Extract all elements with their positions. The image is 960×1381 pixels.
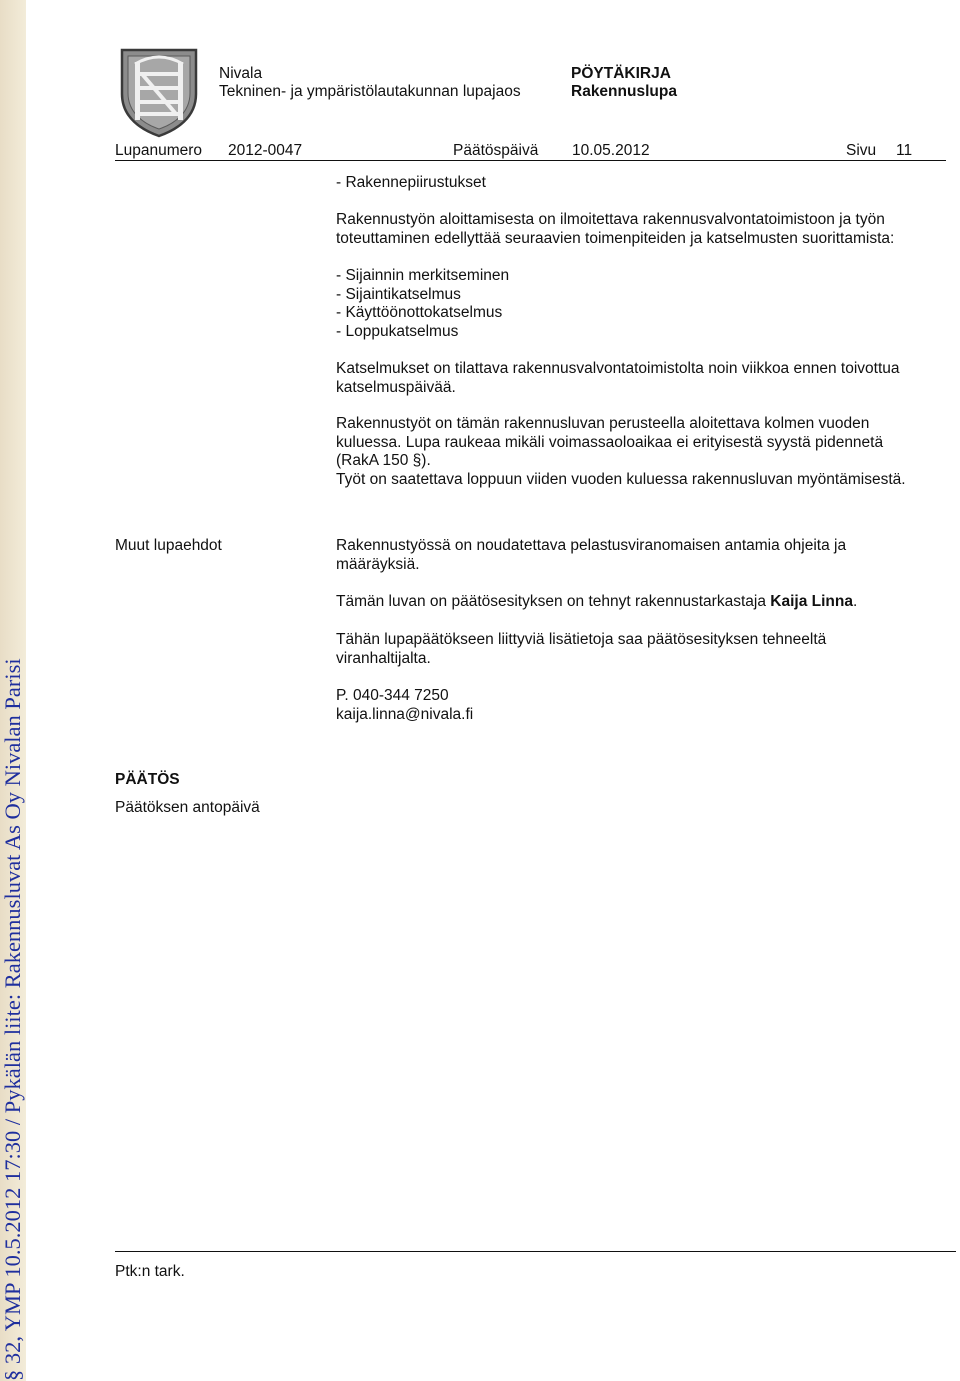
side-stamp-text: § 32, YMP 10.5.2012 17:30 / Pykälän liite: Rakennusluvat As Oy Nivalan Parisi xyxy=(0,658,25,1381)
paragraph-pelastus xyxy=(336,537,936,574)
paragraph-line: Rakennustyöt on tämän rakennusluvan perusteella aloitettava kolmen vuoden xyxy=(336,415,870,432)
esittelija-suffix: . xyxy=(852,593,858,610)
paragraph-line xyxy=(336,593,936,612)
paatospaiva-label: Päätöspäivä xyxy=(453,142,539,159)
contact-info xyxy=(336,687,936,724)
paragraph-line: kuluessa. Lupa raukeaa mikäli voimassaoloaikaa ei erityisestä syystä pidennetä xyxy=(336,433,884,451)
paragraph-lisatietoja xyxy=(336,631,936,668)
paragraph-line: määräyksiä. xyxy=(336,555,420,573)
contact-email: kaija.linna@nivala.fi xyxy=(336,705,474,723)
list-item: - Loppukatselmus xyxy=(336,322,459,340)
footer-rule xyxy=(115,1251,956,1252)
inspection-list xyxy=(336,267,936,341)
esittelija-name: Kaija Linna xyxy=(770,593,853,610)
section-heading: - Rakennepiirustukset xyxy=(336,174,486,191)
paragraph-line: Tähän lupapäätökseen liittyviä lisätietoja saa päätösesityksen tehneeltä xyxy=(336,631,827,648)
department-name: Tekninen- ja ympäristölautakunnan lupajaos xyxy=(219,83,521,100)
paragraph-esittelija xyxy=(336,593,936,612)
paragraph-line: Katselmukset on tilattava rakennusvalvontatoimistolta noin viikkoa ennen toivottua xyxy=(336,360,900,377)
document-type: PÖYTÄKIRJA xyxy=(571,65,671,82)
paatospaiva-value: 10.05.2012 xyxy=(572,142,650,159)
lupanumero-label: Lupanumero xyxy=(115,142,203,159)
paragraph-rakennustyot xyxy=(336,415,936,489)
paragraph-line: toteuttaminen edellyttää seuraavien toimenpiteiden ja katselmusten suorittamista: xyxy=(336,229,895,247)
paragraph-line: katselmuspäivää. xyxy=(336,378,456,396)
list-item: - Käyttöönottokatselmus xyxy=(336,304,503,321)
paragraph-line: viranhaltijalta. xyxy=(336,649,431,667)
lupanumero-value: 2012-0047 xyxy=(228,142,303,159)
paragraph-line: Rakennustyössä on noudatettava pelastusviranomaisen antamia ohjeita ja xyxy=(336,537,847,554)
ptk-tark-label: Ptk:n tark. xyxy=(115,1263,185,1280)
paragraph-line: Työt on saatettava loppuun viiden vuoden kuluessa rakennusluvan myöntämisestä. xyxy=(336,470,906,488)
list-item: - Sijainnin merkitseminen xyxy=(336,267,510,284)
paragraph-line: (RakA 150 §). xyxy=(336,452,431,469)
org-name: Nivala xyxy=(219,65,263,82)
sivu-value: 11 xyxy=(896,142,913,159)
esittelija-text: Tämän luvan on päätösesityksen on tehnyt rakennustarkastaja xyxy=(336,593,771,610)
header-rule xyxy=(115,160,946,161)
paatos-heading: PÄÄTÖS xyxy=(115,771,180,788)
document-subtype: Rakennuslupa xyxy=(571,83,677,100)
paragraph-line: Rakennustyön aloittamisesta on ilmoitettava rakennusvalvontatoimistoon ja työn xyxy=(336,211,885,228)
paragraph-aloittaminen xyxy=(336,211,936,248)
coat-of-arms-icon xyxy=(118,46,200,138)
sivu-label: Sivu xyxy=(846,142,877,159)
muut-lupaehdot-label: Muut lupaehdot xyxy=(115,537,222,554)
paragraph-katselmukset xyxy=(336,360,936,397)
paatos-antopaiva-label: Päätöksen antopäivä xyxy=(115,799,260,816)
list-item: - Sijaintikatselmus xyxy=(336,285,461,303)
contact-phone: P. 040-344 7250 xyxy=(336,687,449,704)
